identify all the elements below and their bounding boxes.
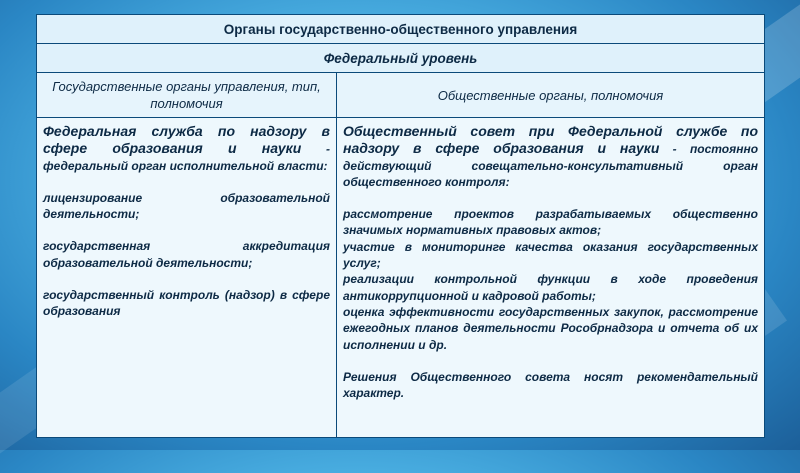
public-bodies-cell — [337, 118, 765, 438]
state-body-description — [43, 123, 330, 174]
state-bodies-cell — [37, 118, 337, 438]
column-header-state: Государственные органы управления, тип, полномочия — [37, 73, 337, 118]
council-note: Решения Общественного совета носят рекомендательный характер. — [343, 369, 759, 401]
public-power-item: реализации контрольной функции в ходе проведения антикоррупционной и кадровой работы; — [343, 272, 759, 303]
level-heading: Федеральный уровень — [37, 44, 765, 73]
public-power-item: оценка эффективности государственных закупок, рассмотрение ежегодных планов деятельности Рособрнадзора и отчета об их исполнении и др. — [343, 304, 759, 352]
public-body-name: Общественный совет при Федеральной службе по надзору в сфере образования и науки — [343, 123, 759, 157]
public-body-type: - постоянно действующий совещательно-консультативный орган общественного контроля: — [343, 142, 759, 189]
state-body-type: - федеральный орган исполнительной власти: — [43, 142, 330, 173]
column-header-public: Общественные органы, полномочия — [337, 73, 765, 118]
table-title: Органы государственно-общественного управления — [37, 15, 765, 44]
state-power-item: лицензирование образовательной деятельности; — [43, 190, 330, 222]
state-power-item: государственный контроль (надзор) в сфере образования — [43, 288, 330, 319]
state-body-name: Федеральная служба по надзору в сфере образования и науки — [43, 123, 330, 157]
public-body-description — [343, 123, 758, 190]
state-power-item: государственная аккредитация образовательной деятельности; — [43, 239, 330, 270]
governance-table — [36, 14, 765, 438]
public-power-item: участие в мониторинге качества оказания государственных услуг; — [343, 239, 759, 271]
public-power-item: рассмотрение проектов разрабатываемых общественно значимых нормативных правовых актов; — [343, 207, 759, 238]
